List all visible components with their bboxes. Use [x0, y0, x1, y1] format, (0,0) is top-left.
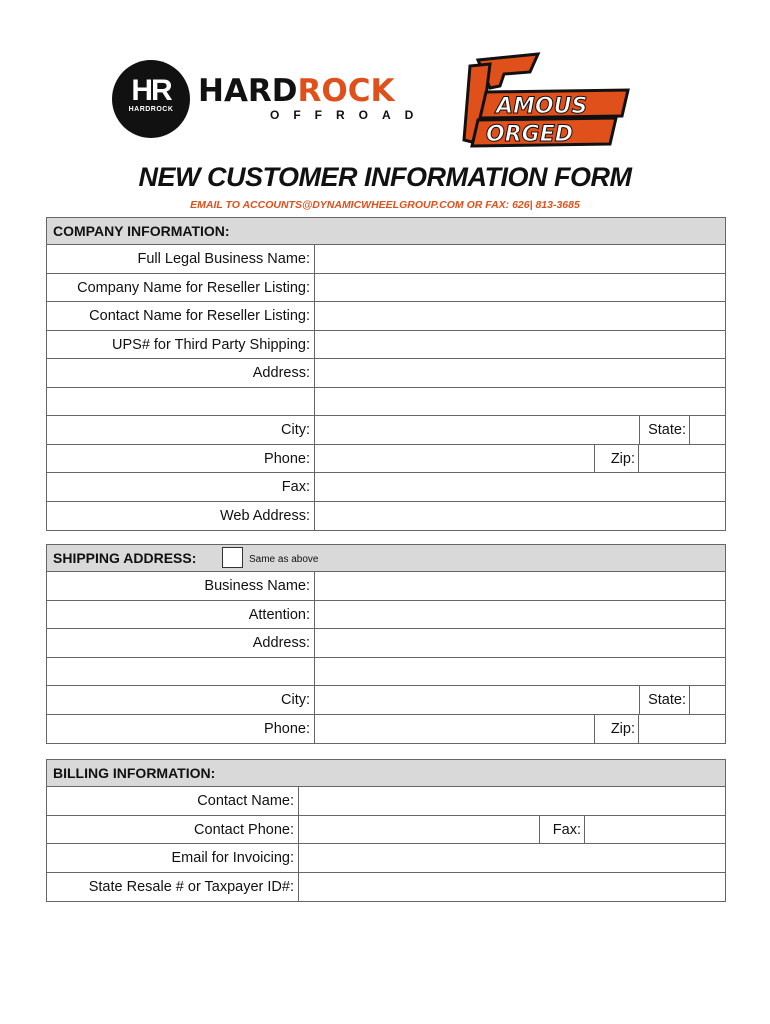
label-bill-contact-phone: Contact Phone: — [47, 816, 299, 844]
row-address — [47, 359, 725, 388]
label-bill-email: Email for Invoicing: — [47, 844, 299, 872]
label-web: Web Address: — [47, 502, 315, 531]
company-information-heading: COMPANY INFORMATION: — [47, 218, 725, 245]
same-as-above-checkbox[interactable] — [222, 547, 243, 568]
label-full-legal-name: Full Legal Business Name: — [47, 245, 315, 273]
label-bill-resale: State Resale # or Taxpayer ID#: — [47, 873, 299, 902]
row-city-state — [47, 416, 725, 445]
input-ship-business-name[interactable] — [315, 572, 725, 600]
offroad-wordmark: OFFROAD — [270, 108, 428, 122]
input-city[interactable] — [315, 416, 639, 444]
famous-forged-logo — [460, 52, 632, 152]
row-ship-attention — [47, 601, 725, 630]
shipping-heading-text: SHIPPING ADDRESS: — [53, 550, 197, 566]
label-ship-address-2 — [47, 658, 315, 686]
hardrock-offroad-logo — [112, 58, 442, 138]
input-ups[interactable] — [315, 331, 725, 359]
input-ship-address-line2[interactable] — [315, 658, 725, 686]
input-ship-attention[interactable] — [315, 601, 725, 629]
shipping-address-heading — [47, 545, 725, 572]
row-ups — [47, 331, 725, 360]
input-address-line1[interactable] — [315, 359, 725, 387]
label-reseller-company: Company Name for Reseller Listing: — [47, 274, 315, 302]
hardrock-wordmark: HARDROCK — [198, 73, 395, 109]
input-fax[interactable] — [315, 473, 725, 501]
input-reseller-company[interactable] — [315, 274, 725, 302]
input-web[interactable] — [315, 502, 725, 531]
label-state: State: — [639, 416, 690, 444]
label-zip: Zip: — [594, 445, 639, 473]
same-as-above-label: Same as above — [249, 554, 319, 565]
input-state[interactable] — [690, 416, 725, 444]
input-bill-email[interactable] — [299, 844, 725, 872]
row-reseller-company — [47, 274, 725, 303]
label-bill-contact-name: Contact Name: — [47, 787, 299, 815]
billing-information-section — [46, 759, 726, 902]
label-ship-address: Address: — [47, 629, 315, 657]
row-ship-address — [47, 629, 725, 658]
row-web — [47, 502, 725, 531]
input-bill-fax[interactable] — [585, 816, 725, 844]
input-ship-state[interactable] — [690, 686, 725, 714]
row-address-2 — [47, 388, 725, 417]
row-ship-business-name — [47, 572, 725, 601]
input-ship-address-line1[interactable] — [315, 629, 725, 657]
shipping-address-section — [46, 544, 726, 744]
input-bill-resale[interactable] — [299, 873, 725, 902]
row-bill-phone-fax — [47, 816, 725, 845]
row-ship-phone-zip — [47, 715, 725, 744]
row-bill-resale — [47, 873, 725, 902]
input-ship-city[interactable] — [315, 686, 639, 714]
row-ship-address-2 — [47, 658, 725, 687]
row-reseller-contact — [47, 302, 725, 331]
company-information-section — [46, 217, 726, 531]
form-subtitle: EMAIL TO ACCOUNTS@DYNAMICWHEELGROUP.COM OR FAX: 626| 813-3685 — [190, 199, 580, 211]
form-title: NEW CUSTOMER INFORMATION FORM — [138, 162, 632, 192]
input-bill-contact-name[interactable] — [299, 787, 725, 815]
label-ship-attention: Attention: — [47, 601, 315, 629]
label-bill-fax: Fax: — [539, 816, 585, 844]
input-bill-contact-phone[interactable] — [299, 816, 539, 844]
famous-text: AMOUS — [496, 94, 588, 119]
label-address: Address: — [47, 359, 315, 387]
row-full-legal-name — [47, 245, 725, 274]
forged-text: ORGED — [486, 122, 573, 147]
label-ship-state: State: — [639, 686, 690, 714]
label-phone: Phone: — [47, 445, 315, 473]
input-address-line2[interactable] — [315, 388, 725, 416]
input-reseller-contact[interactable] — [315, 302, 725, 330]
label-ship-city: City: — [47, 686, 315, 714]
label-ups: UPS# for Third Party Shipping: — [47, 331, 315, 359]
label-fax: Fax: — [47, 473, 315, 501]
label-ship-business-name: Business Name: — [47, 572, 315, 600]
hardrock-badge-text: HARDROCK — [128, 106, 174, 113]
label-address-2 — [47, 388, 315, 416]
row-phone-zip — [47, 445, 725, 474]
billing-information-heading: BILLING INFORMATION: — [47, 760, 725, 787]
input-phone[interactable] — [315, 445, 594, 473]
label-city: City: — [47, 416, 315, 444]
label-ship-zip: Zip: — [594, 715, 639, 744]
input-ship-phone[interactable] — [315, 715, 594, 744]
row-fax — [47, 473, 725, 502]
input-full-legal-name[interactable] — [315, 245, 725, 273]
input-zip[interactable] — [639, 445, 725, 473]
input-ship-zip[interactable] — [639, 715, 725, 744]
row-ship-city-state — [47, 686, 725, 715]
hardrock-monogram: HR — [131, 74, 171, 107]
row-bill-email — [47, 844, 725, 873]
label-ship-phone: Phone: — [47, 715, 315, 744]
row-bill-contact-name — [47, 787, 725, 816]
label-reseller-contact: Contact Name for Reseller Listing: — [47, 302, 315, 330]
